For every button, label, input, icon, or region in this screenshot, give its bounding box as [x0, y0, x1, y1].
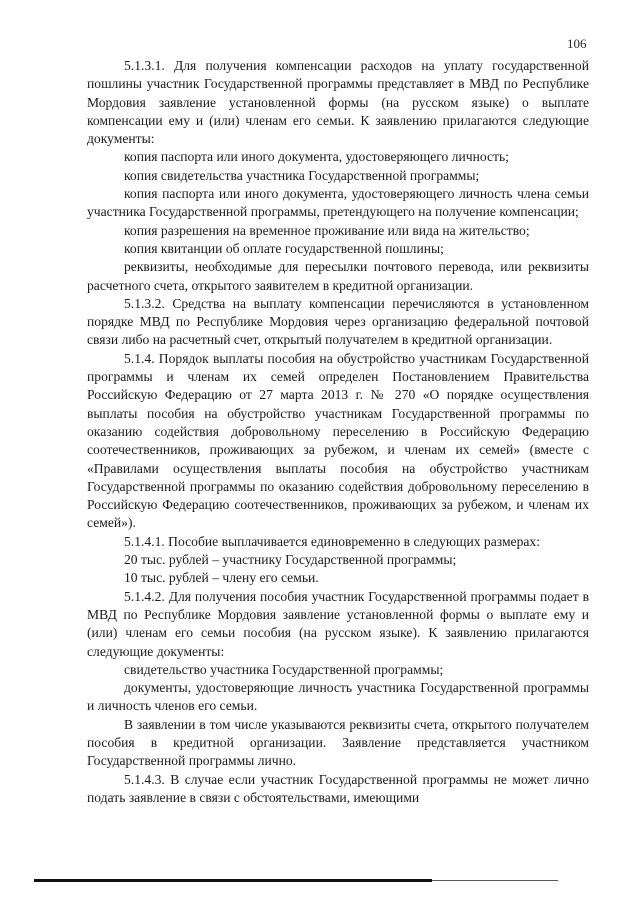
paragraph-p-doc-5: копия квитанции об оплате государственной пошлины;: [124, 240, 444, 256]
paragraph-p-5-1-3-1: 5.1.3.1. Для получения компенсации расходов на уплату государственной пошлины участник Государственной программы представляет в МВД по Республике Мордовия заявление установленной формы (на русском языке) о выплате компенсации ему и (или) членам его семьи. К заявлению прилагаются следующие документы:: [87, 58, 589, 147]
paragraph-p-5-1-4-2: 5.1.4.2. Для получения пособия участник Государственной программы подает в МВД по Республике Мордовия заявление установленной формы о выплате ему и (или) членам его семьи пособия (на русском языке). К заявлению прилагаются следующие документы:: [87, 588, 589, 659]
paragraph-p-doc-4: копия разрешения на временное проживание или вида на жительство;: [124, 222, 530, 238]
page-number: 106: [567, 36, 587, 51]
paragraph-p-doc-1: копия паспорта или иного документа, удостоверяющего личность;: [124, 149, 509, 165]
paragraph-p-amount-2: 10 тыс. рублей – члену его семьи.: [124, 570, 319, 586]
paragraph-p-doc-7: свидетельство участника Государственной программы;: [124, 661, 444, 677]
bottom-rule-thin: [432, 880, 558, 881]
paragraph-p-5-1-3-2: 5.1.3.2. Средства на выплату компенсации перечисляются в установленном порядке МВД по Республике Мордовия через организацию федеральной почтовой связи либо на расчетный счет, открытый получателем в кредитной организации.: [87, 295, 589, 348]
paragraph-p-doc-8: документы, удостоверяющие личность участника Государственной программы и личность членов его семьи.: [87, 680, 589, 714]
paragraph-p-doc-6: реквизиты, необходимые для пересылки почтового перевода, или реквизиты расчетного счета, открытого заявителем в кредитной организации.: [87, 259, 589, 293]
paragraph-p-5-1-4-1: 5.1.4.1. Пособие выплачивается единовременно в следующих размерах:: [124, 533, 540, 549]
paragraph-p-5-1-4: 5.1.4. Порядок выплаты пособия на обустройство участникам Государственной программы и членам их семей определен Постановлением Правительства Российскую Федерацию от 27 марта 2013 г. № 270 «О порядке осуществления выплаты пособия на обустройство участникам Государственной программы по оказанию содействия добровольному переселению в Российскую Федерацию соотечественников, проживающих за рубежом, и членам их семей» (вместе с «Правилами осуществления выплаты пособия на обустройство участникам Государственной программы по оказанию содействия добровольному переселению в Российскую Федерацию соотечественников, проживающих за рубежом, и членам их семей»).: [87, 350, 589, 531]
document-body: [87, 57, 589, 807]
paragraph-p-doc-3: копия паспорта или иного документа, удостоверяющего личность члена семьи участника Государственной программы, претендующего на получение компенсации;: [87, 186, 589, 220]
bottom-rule: [34, 879, 432, 882]
paragraph-p-amount-1: 20 тыс. рублей – участнику Государственной программы;: [124, 552, 457, 568]
paragraph-p-statement: В заявлении в том числе указываются реквизиты счета, открытого получателем пособия в кредитной организации. Заявление представляется участником Государственной программы лично.: [87, 716, 589, 769]
paragraph-p-5-1-4-3: 5.1.4.3. В случае если участник Государственной программы не может лично подать заявление в связи с обстоятельствами, имеющими: [87, 771, 589, 805]
paragraph-p-doc-2: копия свидетельства участника Государственной программы;: [124, 167, 480, 183]
